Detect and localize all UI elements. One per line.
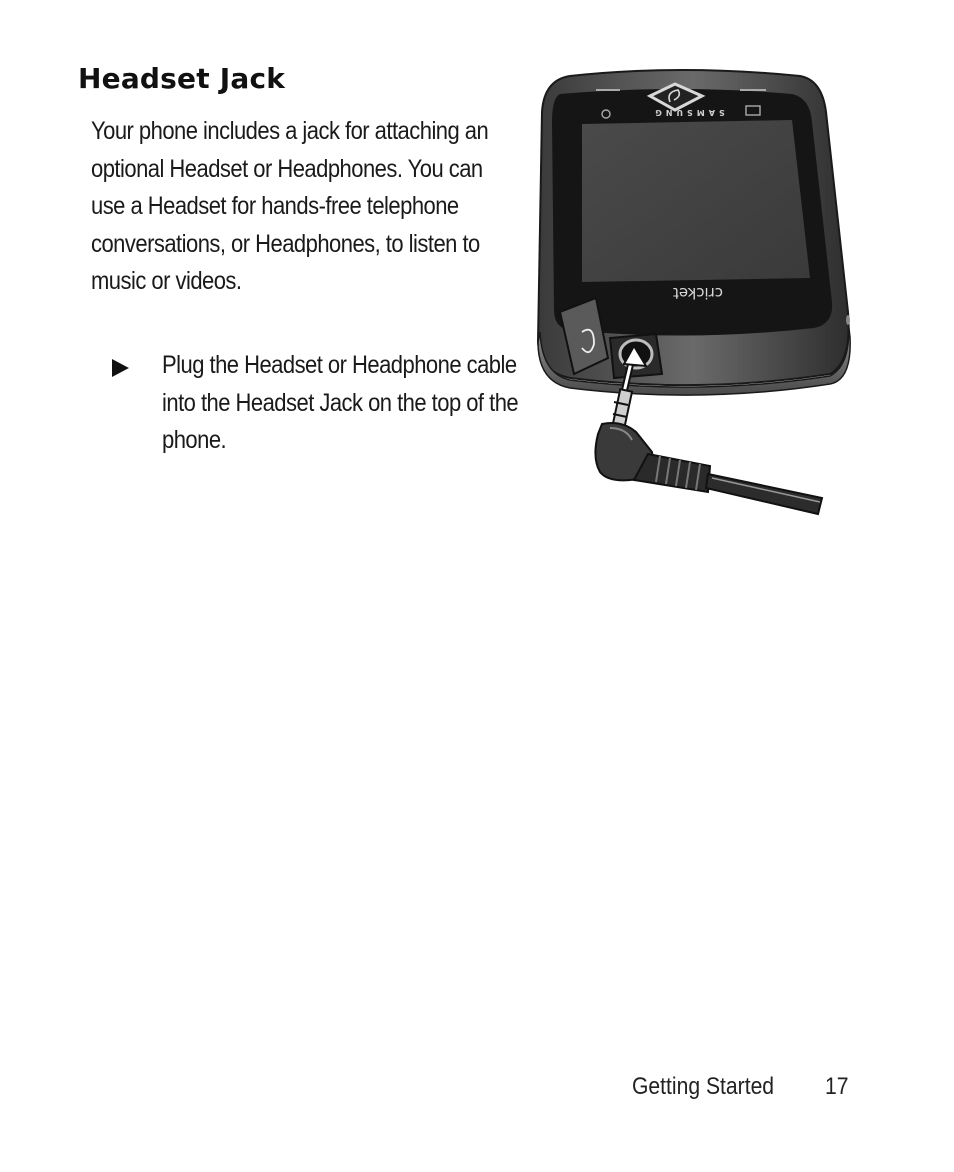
brand-logo-text: SAMSUNG xyxy=(651,108,725,117)
carrier-logo-text: cricket xyxy=(672,284,724,302)
section-heading: Headset Jack xyxy=(78,62,286,95)
triangle-bullet-icon xyxy=(112,359,129,377)
bullet-text: Plug the Headset or Headphone cable into the Headset Jack on the top of the phone. xyxy=(162,351,519,455)
footer-section-name: Getting Started xyxy=(632,1073,775,1100)
body-paragraph: Your phone includes a jack for attaching an optional Headset or Headphones. You can use a Headset for hands-free telephone conversations, or Headphones, to listen to music or videos. xyxy=(91,117,489,296)
headset-plug xyxy=(595,389,822,514)
phone-headset-illustration xyxy=(530,62,860,522)
phone-screen xyxy=(582,120,810,282)
page-number: 17 xyxy=(825,1073,849,1100)
